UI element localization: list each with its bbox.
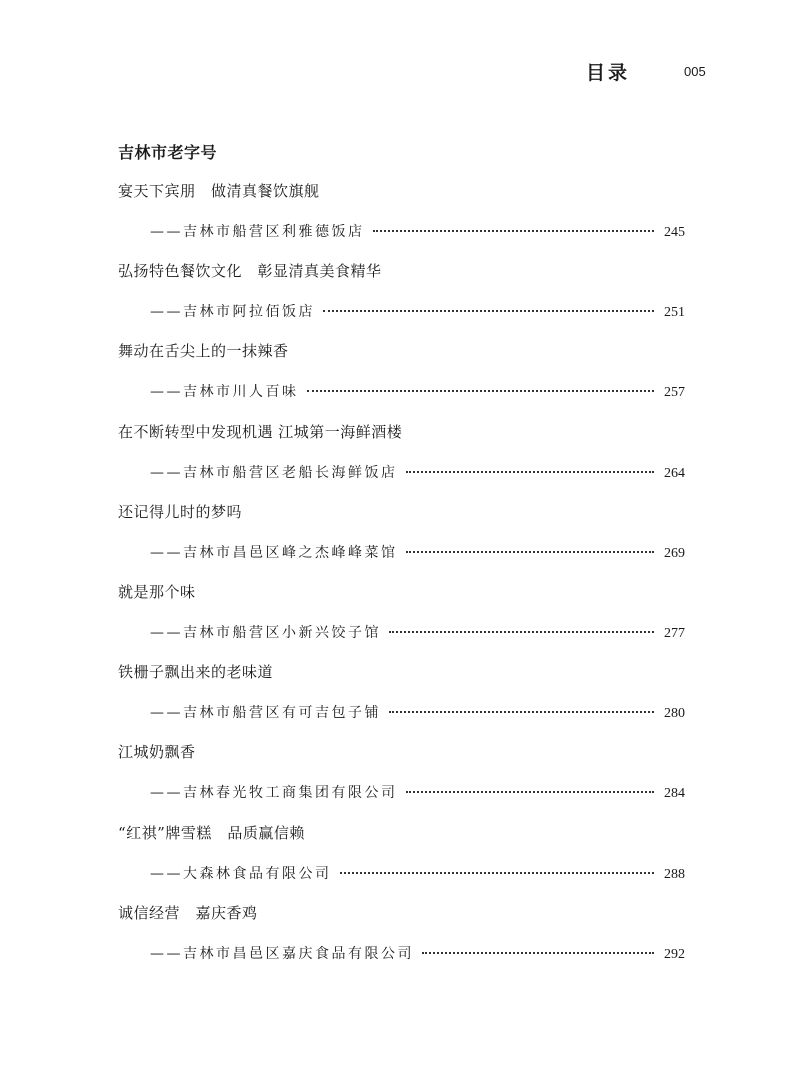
entry-line <box>150 622 685 642</box>
entry-page-number: 277 <box>664 625 685 641</box>
entry-title: 诚信经营 嘉庆香鸡 <box>118 903 258 922</box>
dot-leader <box>323 310 654 312</box>
entry-subtitle: ——吉林市阿拉佰饭店 <box>150 304 315 321</box>
entry-line <box>150 221 685 241</box>
toc-entry[interactable] <box>0 340 803 420</box>
entry-page-number: 245 <box>664 225 685 240</box>
toc-entry[interactable] <box>0 501 803 581</box>
entry-subtitle: ——吉林市船营区利雅德饭店 <box>150 224 365 240</box>
dot-leader <box>422 952 654 954</box>
toc-entry[interactable] <box>0 180 803 260</box>
dot-leader <box>406 471 655 473</box>
page-header <box>0 58 803 88</box>
entry-subtitle: ——吉林市川人百味 <box>150 384 299 401</box>
entry-title: 江城奶飘香 <box>118 743 196 762</box>
dot-leader <box>340 872 655 874</box>
entry-title: 宴天下宾朋 做清真餐饮旗舰 <box>118 182 320 200</box>
dot-leader <box>373 230 655 232</box>
toc-list <box>0 180 803 982</box>
entry-page-number: 257 <box>664 385 685 401</box>
header-title: 目录 <box>586 62 631 84</box>
entry-subtitle: ——吉林市昌邑区峰之杰峰峰菜馆 <box>150 544 398 561</box>
entry-line <box>150 782 685 802</box>
entry-title: “红祺”牌雪糕 品质赢信赖 <box>118 823 305 842</box>
entry-subtitle: ——吉林市船营区小新兴饺子馆 <box>150 624 381 641</box>
entry-line <box>150 542 685 562</box>
dot-leader <box>406 791 655 793</box>
entry-line <box>150 863 685 883</box>
header-page-number: 005 <box>684 64 706 79</box>
entry-page-number: 288 <box>664 866 685 882</box>
entry-page-number: 284 <box>664 786 685 802</box>
entry-page-number: 280 <box>664 706 685 722</box>
entry-title: 还记得儿时的梦吗 <box>118 502 243 521</box>
entry-subtitle: ——大森林食品有限公司 <box>150 865 332 882</box>
entry-line <box>150 381 685 401</box>
entry-title: 就是那个味 <box>118 582 196 601</box>
toc-entry[interactable] <box>0 581 803 661</box>
dot-leader <box>389 631 654 633</box>
entry-page-number: 269 <box>664 545 685 561</box>
toc-entry[interactable] <box>0 260 803 340</box>
toc-entry[interactable] <box>0 822 803 902</box>
toc-entry[interactable] <box>0 661 803 741</box>
entry-page-number: 264 <box>664 465 685 481</box>
entry-subtitle: ——吉林市船营区有可吉包子铺 <box>150 705 381 722</box>
entry-subtitle: ——吉林市昌邑区嘉庆食品有限公司 <box>150 945 414 962</box>
entry-subtitle: ——吉林市船营区老船长海鲜饭店 <box>150 464 398 481</box>
entry-page-number: 292 <box>664 946 685 962</box>
entry-line <box>150 301 685 321</box>
toc-entry[interactable] <box>0 902 803 982</box>
dot-leader <box>389 711 654 713</box>
entry-line <box>150 462 685 482</box>
entry-subtitle: ——吉林春光牧工商集团有限公司 <box>150 785 398 802</box>
toc-entry[interactable] <box>0 741 803 821</box>
section-title: 吉林市老字号 <box>118 143 218 162</box>
entry-title: 弘扬特色餐饮文化 彰显清真美食精华 <box>118 262 382 281</box>
dot-leader <box>307 390 655 392</box>
dot-leader <box>406 551 655 553</box>
entry-page-number: 251 <box>664 305 685 321</box>
entry-line <box>150 943 685 963</box>
entry-line <box>150 702 685 722</box>
entry-title: 舞动在舌尖上的一抹辣香 <box>118 342 289 361</box>
toc-entry[interactable] <box>0 421 803 501</box>
entry-title: 铁栅子飘出来的老味道 <box>118 663 274 682</box>
entry-title: 在不断转型中发现机遇 江城第一海鲜酒楼 <box>118 422 403 441</box>
